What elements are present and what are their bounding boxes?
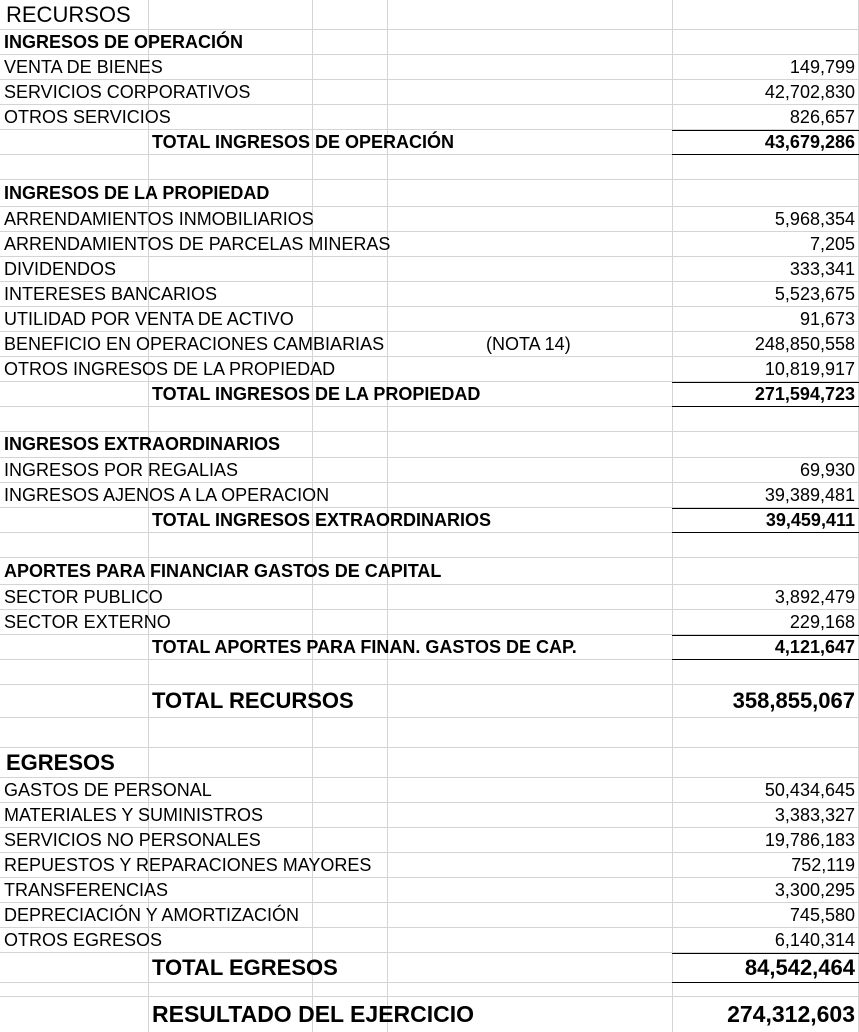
row-label: INGRESOS AJENOS A LA OPERACION bbox=[4, 484, 330, 505]
row-value: 752,119 bbox=[791, 854, 855, 875]
total-ingresos-propiedad-label: TOTAL INGRESOS DE LA PROPIEDAD bbox=[152, 383, 481, 404]
table-row bbox=[0, 828, 859, 853]
row-value: 19,786,183 bbox=[764, 829, 855, 850]
table-row bbox=[0, 878, 859, 903]
total-aportes-label: TOTAL APORTES PARA FINAN. GASTOS DE CAP. bbox=[152, 636, 577, 657]
table-row bbox=[0, 458, 859, 483]
row-label: OTROS INGRESOS DE LA PROPIEDAD bbox=[4, 358, 336, 379]
row-value: 3,300,295 bbox=[774, 879, 855, 900]
row-value: 3,892,479 bbox=[774, 586, 855, 607]
row-label: OTROS SERVICIOS bbox=[4, 106, 171, 127]
row-value: 229,168 bbox=[789, 611, 855, 632]
row-label: INTERESES BANCARIOS bbox=[4, 283, 218, 304]
total-ingresos-operacion-label: TOTAL INGRESOS DE OPERACIÓN bbox=[152, 131, 455, 152]
table-row bbox=[0, 282, 859, 307]
row-label: SECTOR EXTERNO bbox=[4, 611, 171, 632]
table-row bbox=[0, 207, 859, 232]
ingresos-operacion-header: INGRESOS DE OPERACIÓN bbox=[4, 31, 244, 52]
row-label: SECTOR PUBLICO bbox=[4, 586, 163, 607]
row-label: ARRENDAMIENTOS DE PARCELAS MINERAS bbox=[4, 233, 391, 254]
total-ingresos-extraordinarios-value: 39,459,411 bbox=[765, 509, 855, 530]
aportes-header: APORTES PARA FINANCIAR GASTOS DE CAPITAL bbox=[4, 560, 442, 581]
total-ingresos-operacion-value: 43,679,286 bbox=[764, 131, 855, 152]
section-header-row bbox=[0, 30, 859, 55]
total-recursos-value: 358,855,067 bbox=[732, 688, 855, 713]
row-label: UTILIDAD POR VENTA DE ACTIVO bbox=[4, 308, 294, 329]
resultado-value: 274,312,603 bbox=[727, 1001, 855, 1027]
row-value: 826,657 bbox=[789, 106, 855, 127]
table-row bbox=[0, 803, 859, 828]
row-value: 10,819,917 bbox=[764, 358, 855, 379]
row-value: 5,523,675 bbox=[774, 283, 855, 304]
table-row bbox=[0, 232, 859, 257]
row-value: 39,389,481 bbox=[764, 484, 855, 505]
total-ingresos-extraordinarios-label: TOTAL INGRESOS EXTRAORDINARIOS bbox=[152, 509, 492, 530]
blank-row bbox=[0, 660, 859, 685]
total-row bbox=[0, 130, 859, 155]
table-row bbox=[0, 105, 859, 130]
egresos-title: EGRESOS bbox=[6, 749, 115, 775]
table-row bbox=[0, 853, 859, 878]
ingresos-extraordinarios-header: INGRESOS EXTRAORDINARIOS bbox=[4, 434, 281, 454]
recursos-title-row bbox=[0, 0, 859, 30]
table-row bbox=[0, 357, 859, 382]
blank-row bbox=[0, 533, 859, 558]
table-row bbox=[0, 80, 859, 105]
row-value: 42,702,830 bbox=[764, 81, 855, 102]
table-row bbox=[0, 585, 859, 610]
row-label: INGRESOS POR REGALIAS bbox=[4, 459, 239, 480]
total-egresos-value: 84,542,464 bbox=[744, 954, 855, 980]
total-egresos-label: TOTAL EGRESOS bbox=[152, 954, 338, 980]
grand-total-row bbox=[0, 685, 859, 718]
total-aportes-value: 4,121,647 bbox=[774, 636, 855, 657]
ingresos-propiedad-header: INGRESOS DE LA PROPIEDAD bbox=[4, 182, 270, 203]
row-value: 333,341 bbox=[789, 258, 855, 279]
row-value: 248,850,558 bbox=[754, 333, 855, 354]
row-label: SERVICIOS CORPORATIVOS bbox=[4, 81, 251, 102]
total-row bbox=[0, 635, 859, 660]
row-value: 3,383,327 bbox=[774, 804, 855, 825]
row-label: VENTA DE BIENES bbox=[4, 56, 163, 77]
table-row bbox=[0, 903, 859, 928]
row-label: DEPRECIACIÓN Y AMORTIZACIÓN bbox=[4, 904, 300, 925]
row-value: 50,434,645 bbox=[764, 779, 855, 800]
resultado-row bbox=[0, 997, 859, 1032]
row-label: TRANSFERENCIAS bbox=[4, 879, 169, 900]
row-label: REPUESTOS Y REPARACIONES MAYORES bbox=[4, 854, 372, 875]
blank-row bbox=[0, 718, 859, 748]
total-row bbox=[0, 382, 859, 407]
row-value: 69,930 bbox=[799, 459, 855, 480]
row-value: 6,140,314 bbox=[774, 929, 855, 950]
section-header-row bbox=[0, 432, 859, 458]
row-label: ARRENDAMIENTOS INMOBILIARIOS bbox=[4, 208, 314, 229]
table-row bbox=[0, 610, 859, 635]
table-row bbox=[0, 257, 859, 282]
recursos-title: RECURSOS bbox=[6, 1, 131, 27]
row-value: 5,968,354 bbox=[774, 208, 855, 229]
table-row bbox=[0, 55, 859, 80]
table-row bbox=[0, 778, 859, 803]
section-header-row bbox=[0, 180, 859, 207]
row-value: 7,205 bbox=[809, 233, 855, 254]
blank-row bbox=[0, 155, 859, 180]
row-label: DIVIDENDOS bbox=[4, 258, 117, 279]
row-label: BENEFICIO EN OPERACIONES CAMBIARIAS bbox=[4, 333, 385, 354]
table-row bbox=[0, 332, 859, 357]
table-row bbox=[0, 483, 859, 508]
egresos-title-row bbox=[0, 748, 859, 778]
row-value: 149,799 bbox=[789, 56, 855, 77]
row-value: 91,673 bbox=[799, 308, 855, 329]
row-label: MATERIALES Y SUMINISTROS bbox=[4, 804, 264, 825]
row-label: OTROS EGRESOS bbox=[4, 929, 163, 950]
row-note: (NOTA 14) bbox=[486, 333, 571, 354]
total-row bbox=[0, 953, 859, 983]
blank-row bbox=[0, 983, 859, 997]
row-label: GASTOS DE PERSONAL bbox=[4, 779, 212, 800]
resultado-label: RESULTADO DEL EJERCICIO bbox=[152, 1001, 475, 1027]
table-row bbox=[0, 307, 859, 332]
section-header-row bbox=[0, 558, 859, 585]
row-label: SERVICIOS NO PERSONALES bbox=[4, 829, 261, 850]
row-value: 745,580 bbox=[789, 904, 855, 925]
blank-row bbox=[0, 407, 859, 432]
total-row bbox=[0, 508, 859, 533]
total-recursos-label: TOTAL RECURSOS bbox=[152, 688, 354, 713]
total-ingresos-propiedad-value: 271,594,723 bbox=[754, 383, 855, 404]
table-row bbox=[0, 928, 859, 953]
